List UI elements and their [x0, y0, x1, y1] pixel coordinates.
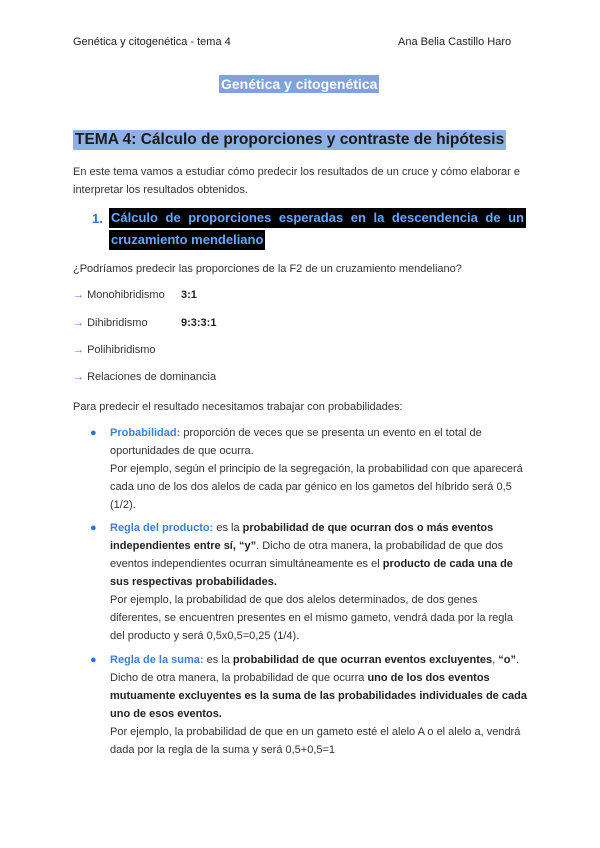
document-title: Genética y citogenética	[221, 76, 378, 92]
header-right: Ana Belia Castillo Haro	[398, 36, 512, 48]
section-heading-line-1: Cálculo de proporciones esperadas en la descendencia de un	[109, 208, 526, 228]
list-item: → Polihibridismo	[73, 344, 156, 356]
bullet-dot-icon: ●	[90, 654, 97, 666]
bullet-regla-producto: ● Regla del producto: es la probabilidad de que ocurran dos o más eventos independientes entre sí, “y”. Dicho de otra manera, la probabilidad de que dos eventos independientes ocurran simultáneamente es el producto de cada una de sus respectivas probabilidades. Por ejemplo, la probabilidad de que dos alelos determinados, de dos genes diferentes, se encuentren presentes en el mismo gameto, vendrá dada por la regla del producto y será 0,5x0,5=0,25 (1/4).	[92, 519, 529, 645]
ratio-value: 3:1	[181, 289, 197, 301]
bullet-dot-icon: ●	[90, 427, 97, 439]
list-item: → Relaciones de dominancia	[73, 371, 217, 383]
section-number: 1.	[92, 211, 103, 226]
arrow-icon: →	[73, 289, 84, 301]
bullet-dot-icon: ●	[90, 522, 97, 534]
bullet-probabilidad: ● Probabilidad: proporción de veces que se presenta un evento en el total de oportunidades de que ocurra. Por ejemplo, según el principio de la segregación, la probabilidad con que aparecerá cada uno de los dos alelos de cada par génico en los gametos del híbrido será 0,5 (1/2).	[92, 424, 529, 514]
section-heading	[92, 208, 524, 252]
bullet-regla-suma: ● Regla de la suma: es la probabilidad de que ocurran eventos excluyentes, “o”. Dicho de otra manera, la probabilidad de que ocurra uno de los dos eventos mutuamente excluyentes es la suma de las probabilidades individuales de cada uno de esos eventos. Por ejemplo, la probabilidad de que en un gameto esté el alelo A o el alelo a, vendrá dada por la regla de la suma y será 0,5+0,5=1	[92, 651, 529, 759]
intro-line-2: interpretar los resultados obtenidos.	[73, 184, 248, 196]
list-item: → Dihibridismo	[73, 317, 148, 329]
tema-title: TEMA 4: Cálculo de proporciones y contraste de hipótesis	[75, 131, 505, 148]
intro-line-1: En este tema vamos a estudiar cómo predecir los resultados de un cruce y cómo elaborar e	[73, 166, 520, 178]
header-left: Genética y citogenética - tema 4	[73, 36, 231, 48]
ratio-value: 9:3:3:1	[181, 317, 217, 329]
probability-intro: Para predecir el resultado necesitamos trabajar con probabilidades:	[73, 401, 403, 413]
list-item: → Monohibridismo	[73, 289, 165, 301]
arrow-icon: →	[73, 317, 84, 329]
arrow-icon: →	[73, 371, 84, 383]
question: ¿Podríamos predecir las proporciones de la F2 de un cruzamiento mendeliano?	[73, 263, 462, 275]
arrow-icon: →	[73, 344, 84, 356]
section-heading-line-2: cruzamiento mendeliano	[109, 230, 265, 250]
